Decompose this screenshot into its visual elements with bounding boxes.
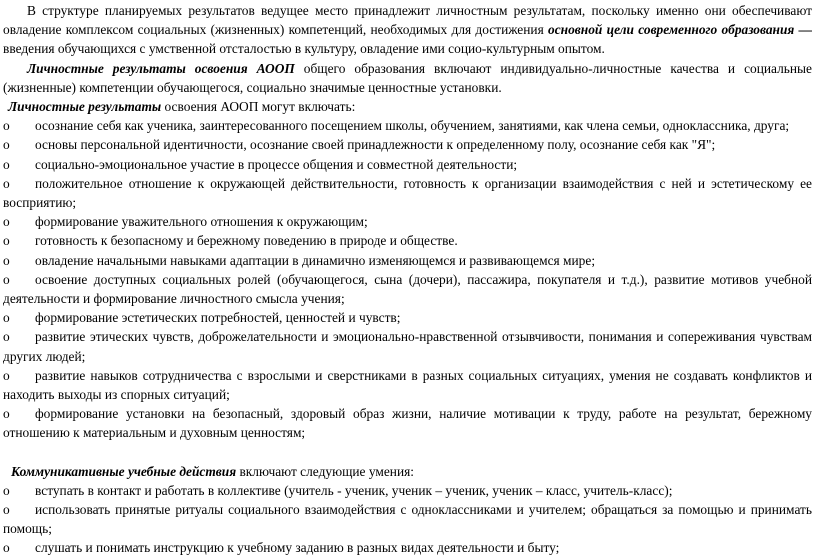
bullet-icon: o (3, 367, 10, 383)
personal-results-list (3, 116, 812, 442)
list-item (3, 174, 812, 212)
list-item-text: развитие этических чувств, доброжелательности и эмоционально-нравственной отзывчивости, понимания и сопереживания чувствам других людей; (3, 329, 812, 364)
list-item-text: развитие навыков сотрудничества с взрослыми и сверстниками в разных социальных ситуациях, умения не создавать конфликтов и находить выходы из спорных ситуаций; (3, 367, 812, 403)
list-item (3, 270, 812, 308)
list-item-text: использовать принятые ритуалы социального взаимодействия с одноклассниками и учителем; обращаться за помощью и принимать помощь; (3, 502, 812, 537)
list-item-text: основы персональной идентичности, осознание своей принадлежности к определенному полу, осознание себя как "Я"; (35, 137, 716, 153)
bullet-icon: o (3, 175, 10, 191)
list-item (3, 481, 812, 500)
list-item-text: осознание себя как ученика, заинтересованного посещением школы, обучением, занятиями, как члена семьи, одноклассника, друга; (35, 118, 790, 134)
intro-p1-emphasis: основной цели современного образования — (548, 22, 812, 38)
communicative-actions-heading (3, 462, 812, 481)
list-item-text: слушать и понимать инструкцию к учебному заданию в разных видах деятельности и быту; (35, 540, 560, 556)
list-item (3, 538, 812, 557)
personal-heading-emphasis: Личностные результаты (8, 99, 162, 115)
intro-paragraph-1 (3, 1, 812, 59)
list-item-text: овладение начальными навыками адаптации в динамично изменяющемся и развивающемся мире; (35, 252, 596, 268)
list-item-text: формирование установки на безопасный, здоровый образ жизни, наличие мотивации к труду, работе на результат, бережному отношению к материальным и духовным ценностям; (3, 406, 812, 441)
communicative-actions-list (3, 481, 812, 558)
list-item-text: освоение доступных социальных ролей (обучающегося, сына (дочери), пассажира, покупателя и т.д.), развитие мотивов учебной деятельности и формирование личностного смысла учения; (3, 271, 812, 307)
bullet-icon: o (3, 540, 10, 556)
intro-p1-tail: введения обучающихся с умственной отсталостью в культуру, овладение ими социо-культурным опытом. (3, 41, 605, 57)
bullet-icon: o (3, 118, 10, 134)
list-item (3, 308, 812, 327)
bullet-icon: o (3, 156, 10, 172)
bullet-icon: o (3, 482, 10, 498)
bullet-icon: o (3, 252, 10, 268)
list-item (3, 155, 812, 174)
bullet-icon: o (3, 406, 10, 422)
list-item (3, 116, 812, 135)
list-item-text: готовность к безопасному и бережному поведению в природе и обществе. (35, 233, 458, 249)
list-item-text: формирование уважительного отношения к окружающим; (35, 214, 368, 230)
list-item (3, 212, 812, 231)
personal-results-heading (3, 97, 812, 116)
list-item (3, 366, 812, 404)
list-item-text: положительное отношение к окружающей действительности, готовность к организации взаимодействия с ней и эстетическому ее восприятию; (3, 175, 812, 211)
list-item (3, 500, 812, 538)
communicative-heading-tail: включают следующие умения: (239, 463, 414, 479)
list-item-text: социально-эмоциональное участие в процессе общения и совместной деятельности; (35, 156, 518, 172)
bullet-icon: o (3, 329, 10, 345)
list-item (3, 327, 812, 365)
spacer (3, 443, 812, 462)
intro-paragraph-2 (3, 59, 812, 97)
communicative-heading-emphasis: Коммуникативные учебные действия (11, 463, 237, 479)
list-item (3, 135, 812, 154)
list-item-text: формирование эстетических потребностей, ценностей и чувств; (35, 310, 401, 326)
list-item (3, 404, 812, 442)
bullet-icon: o (3, 233, 10, 249)
list-item (3, 231, 812, 250)
bullet-icon: o (3, 214, 10, 230)
intro-p1-text: В структуре планируемых результатов ведущее место принадлежит личностным результатам, поскольку именно они обеспечивают овладение комплексом социальных (жизненных) компетенций, необходимых для достижения (3, 3, 812, 38)
personal-heading-tail: освоения АООП могут включать: (164, 99, 356, 115)
list-item (3, 251, 812, 270)
bullet-icon: o (3, 137, 10, 153)
intro-p2-emphasis: Личностные результаты освоения АООП (27, 60, 295, 76)
bullet-icon: o (3, 310, 10, 326)
list-item-text: вступать в контакт и работать в коллективе (учитель - ученик, ученик – ученик, ученик – класс, учитель-класс); (35, 482, 673, 498)
intro-p2-tail: общего образования включают индивидуально-личностные качества и социальные (жизненные) компетенции обучающегося, социально значимые ценностные установки. (3, 60, 812, 95)
bullet-icon: o (3, 502, 10, 518)
bullet-icon: o (3, 271, 10, 287)
